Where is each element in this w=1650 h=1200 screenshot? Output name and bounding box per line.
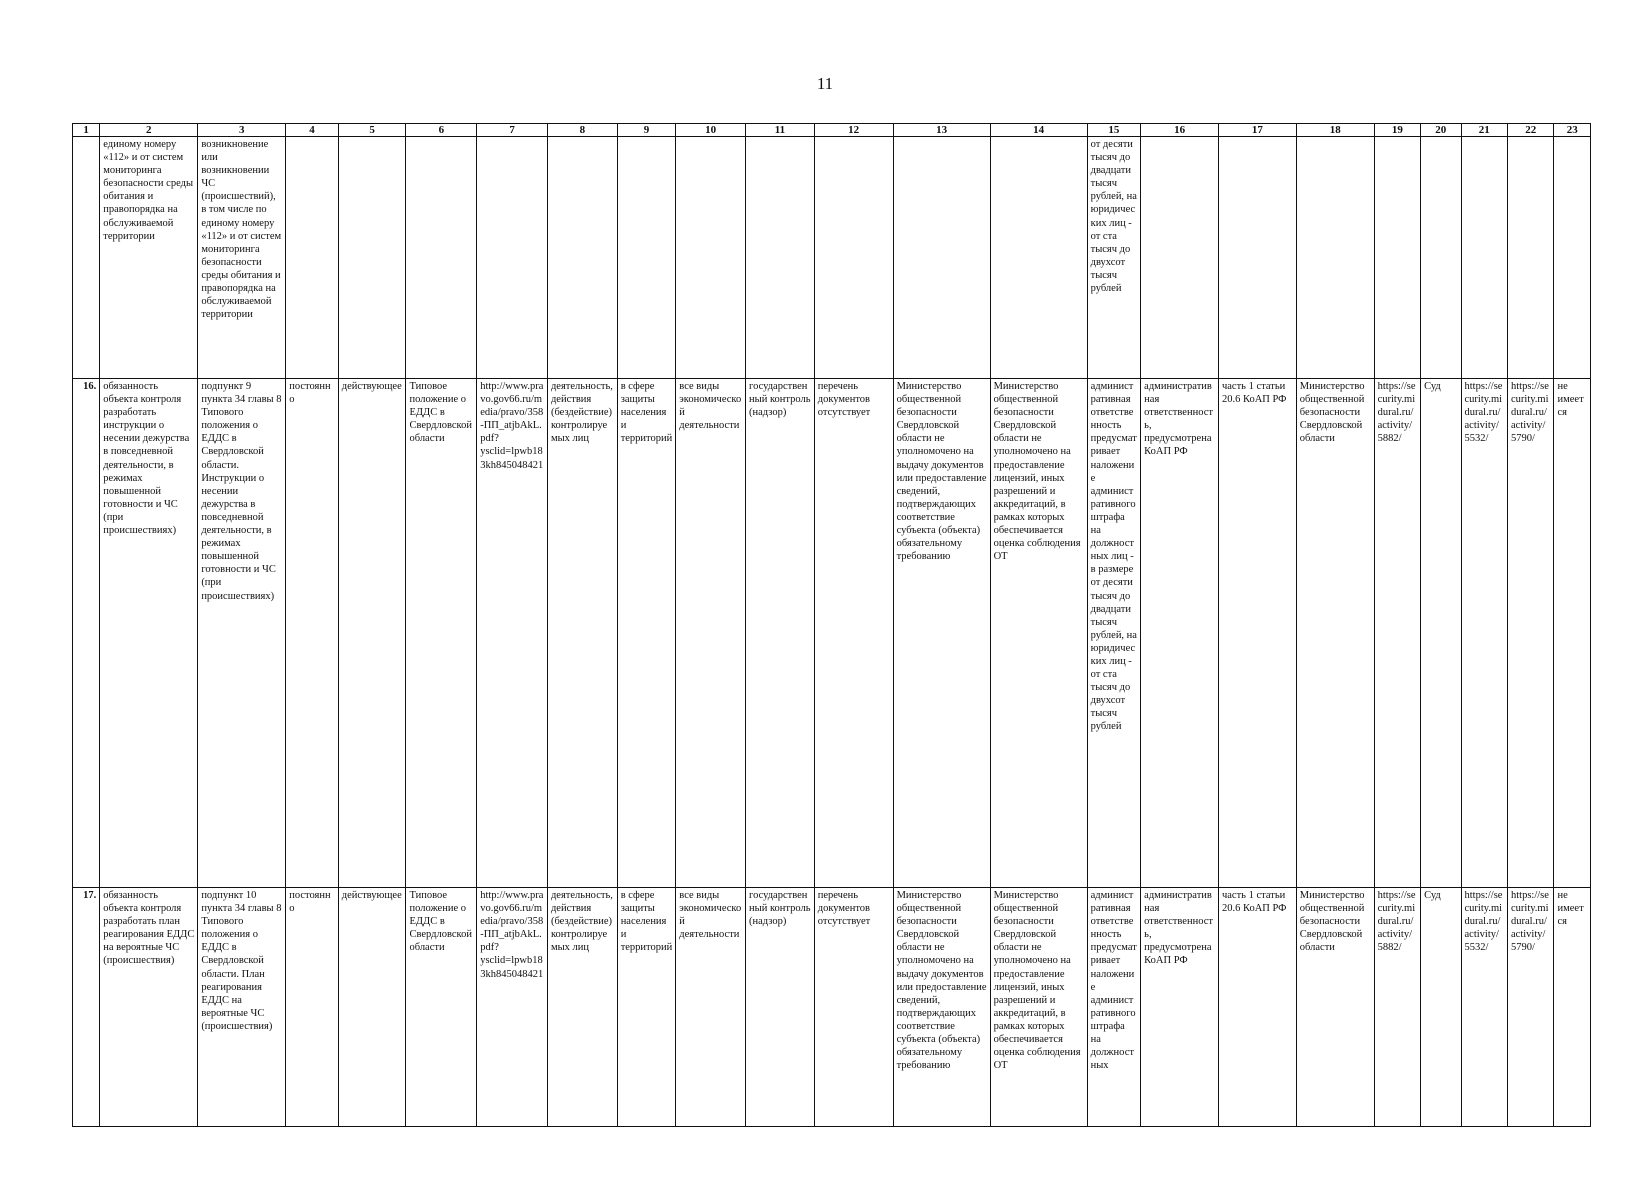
column-number: 9 [617, 124, 676, 137]
table-cell [1218, 137, 1296, 379]
table-cell [338, 137, 406, 379]
table-cell [617, 137, 676, 379]
document-link[interactable]: http://www.pravo.gov66.ru/media/pravo/358-ПП_atjbAkL.pdf?ysclid=lpwb183kh845048421 [477, 379, 548, 888]
security-link[interactable]: https://security.midural.ru/activity/5790/ [1508, 379, 1554, 888]
activity-type-cell: все виды экономической деятельности [676, 888, 746, 1127]
security-link[interactable]: https://security.midural.ru/activity/5882/ [1374, 379, 1420, 888]
table-cell [746, 137, 815, 379]
security-link[interactable]: https://security.midural.ru/activity/5882/ [1374, 888, 1420, 1127]
table-cell [477, 137, 548, 379]
document-cell: Типовое положение о ЕДДС в Свердловской области [406, 379, 477, 888]
authority-cell: Министерство общественной безопасности Свердловской области [1296, 888, 1374, 1127]
note-cell: не имеется [1554, 379, 1591, 888]
control-type-cell: государственный контроль (надзор) [746, 888, 815, 1127]
article-cell: часть 1 статьи 20.6 КоАП РФ [1218, 379, 1296, 888]
documents-list-cell: перечень документов отсутствует [814, 379, 893, 888]
column-number: 11 [746, 124, 815, 137]
confirmation-cell: Министерство общественной безопасности Свердловской области не уполномочено на выдачу документов или предоставление сведений, подтверждающих соответствие субъекта (объекта) обязательному требованию [893, 888, 990, 1127]
column-number: 10 [676, 124, 746, 137]
liability-type-cell: административная ответственность, предусмотрена КоАП РФ [1141, 379, 1219, 888]
court-cell: Суд [1421, 379, 1461, 888]
column-number: 22 [1508, 124, 1554, 137]
column-number: 6 [406, 124, 477, 137]
validity-cell: постоянно [286, 888, 339, 1127]
row-number: 17. [73, 888, 100, 1127]
document-link[interactable]: http://www.pravo.gov66.ru/media/pravo/358-ПП_atjbAkL.pdf?ysclid=lpwb183kh845048421 [477, 888, 548, 1127]
column-number: 1 [73, 124, 100, 137]
licensing-cell: Министерство общественной безопасности Свердловской области не уполномочено на предоставление лицензий, иных разрешений и аккредитаций, в рамках которых обеспечивается оценка соблюдения ОТ [990, 379, 1087, 888]
legal-act-cell: подпункт 9 пункта 34 главы 8 Типового положения о ЕДДС в Свердловской области. Инструкции о несении дежурства в повседневной деятельности, в режимах повышенной готовности и ЧС (при происшествиях) [198, 379, 286, 888]
table-cell [286, 137, 339, 379]
activity-type-cell: все виды экономической деятельности [676, 379, 746, 888]
table-cell [1421, 137, 1461, 379]
table-cell [1508, 137, 1554, 379]
note-cell: не имеется [1554, 888, 1591, 1127]
status-cell: действующее [338, 888, 406, 1127]
liability-cell: административная ответственность предусматривает наложение административного штрафа на должностных лиц - в размере от десяти тысяч до двадцати тысяч рублей, на юридических лиц - от ста тысяч до двухсот тысяч рублей [1087, 379, 1141, 888]
table-cell [676, 137, 746, 379]
liability-type-cell: административная ответственность, предусмотрена КоАП РФ [1141, 888, 1219, 1127]
table-cell [1374, 137, 1420, 379]
control-object-cell: деятельность, действия (бездействие) контролируемых лиц [547, 888, 617, 1127]
control-object-cell: деятельность, действия (бездействие) контролируемых лиц [547, 379, 617, 888]
confirmation-cell: Министерство общественной безопасности Свердловской области не уполномочено на выдачу документов или предоставление сведений, подтверждающих соответствие субъекта (объекта) обязательному требованию [893, 379, 990, 888]
liability-cell: административная ответственность предусматривает наложение административного штрафа на должностных [1087, 888, 1141, 1127]
table-cell [1461, 137, 1507, 379]
legal-act-cell: подпункт 10 пункта 34 главы 8 Типового положения о ЕДДС в Свердловской области. План реагирования ЕДДС на вероятные ЧС (происшествия) [198, 888, 286, 1127]
column-number: 20 [1421, 124, 1461, 137]
column-number: 21 [1461, 124, 1507, 137]
security-link[interactable]: https://security.midural.ru/activity/5532/ [1461, 379, 1507, 888]
table-cell [1141, 137, 1219, 379]
column-number: 17 [1218, 124, 1296, 137]
table-cell [893, 137, 990, 379]
court-cell: Суд [1421, 888, 1461, 1127]
requirement-cell: обязанность объекта контроля разработать план реагирования ЕДДС на вероятные ЧС (происшествия) [100, 888, 198, 1127]
requirement-cell: обязанность объекта контроля разработать инструкции о несении дежурства в повседневной деятельности, в режимах повышенной готовности и ЧС (при происшествиях) [100, 379, 198, 888]
column-number: 5 [338, 124, 406, 137]
security-link[interactable]: https://security.midural.ru/activity/5790/ [1508, 888, 1554, 1127]
security-link[interactable]: https://security.midural.ru/activity/5532/ [1461, 888, 1507, 1127]
table-cell [406, 137, 477, 379]
liability-cell: от десяти тысяч до двадцати тысяч рублей, на юридических лиц - от ста тысяч до двухсот тысяч рублей [1087, 137, 1141, 379]
validity-cell: постоянно [286, 379, 339, 888]
article-cell: часть 1 статьи 20.6 КоАП РФ [1218, 888, 1296, 1127]
legal-act-cell: возникновение или возникновении ЧС (происшествий), в том числе по единому номеру «112» и от систем мониторинга безопасности среды обитания и правопорядка на обслуживаемой территории [198, 137, 286, 379]
column-number-row [73, 124, 1591, 137]
table-row [73, 137, 1591, 379]
table-cell [547, 137, 617, 379]
document-cell: Типовое положение о ЕДДС в Свердловской области [406, 888, 477, 1127]
documents-list-cell: перечень документов отсутствует [814, 888, 893, 1127]
column-number: 4 [286, 124, 339, 137]
column-number: 7 [477, 124, 548, 137]
row-number [73, 137, 100, 379]
requirements-table [72, 123, 1591, 1127]
control-type-cell: государственный контроль (надзор) [746, 379, 815, 888]
table-cell [814, 137, 893, 379]
licensing-cell: Министерство общественной безопасности Свердловской области не уполномочено на предоставление лицензий, иных разрешений и аккредитаций, в рамках которых обеспечивается оценка соблюдения ОТ [990, 888, 1087, 1127]
table-cell [990, 137, 1087, 379]
sphere-cell: в сфере защиты населения и территорий [617, 888, 676, 1127]
table-cell [1296, 137, 1374, 379]
column-number: 15 [1087, 124, 1141, 137]
sphere-cell: в сфере защиты населения и территорий [617, 379, 676, 888]
column-number: 14 [990, 124, 1087, 137]
column-number: 3 [198, 124, 286, 137]
column-number: 19 [1374, 124, 1420, 137]
table-cell [1554, 137, 1591, 379]
status-cell: действующее [338, 379, 406, 888]
column-number: 2 [100, 124, 198, 137]
table-row [73, 888, 1591, 1127]
page-number: 11 [816, 74, 834, 93]
column-number: 8 [547, 124, 617, 137]
row-number: 16. [73, 379, 100, 888]
column-number: 18 [1296, 124, 1374, 137]
authority-cell: Министерство общественной безопасности Свердловской области [1296, 379, 1374, 888]
column-number: 16 [1141, 124, 1219, 137]
column-number: 23 [1554, 124, 1591, 137]
column-number: 13 [893, 124, 990, 137]
column-number: 12 [814, 124, 893, 137]
requirement-cell: единому номеру «112» и от систем мониторинга безопасности среды обитания и правопорядка на обслуживаемой территории [100, 137, 198, 379]
table-row [73, 379, 1591, 888]
